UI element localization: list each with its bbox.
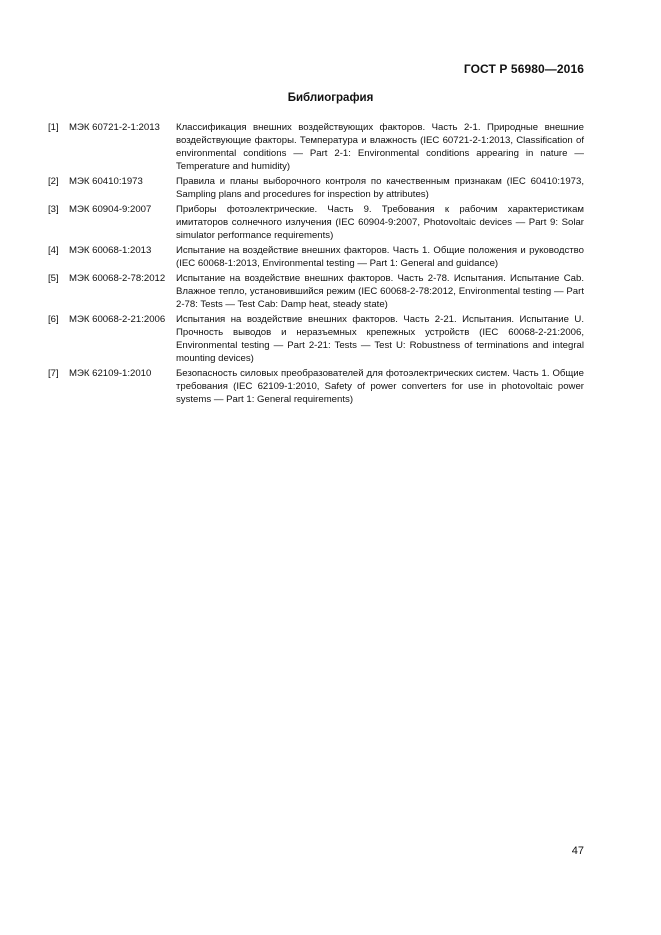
bibliography-entry — [48, 272, 584, 311]
standard-title: Приборы фотоэлектрические. Часть 9. Требования к рабочим характеристикам имитаторов солнечного излучения (IEC 60904-9:2007, Photovoltaic devices — Part 9: Solar simulator performance requirements) — [176, 204, 584, 241]
page-title: Библиография — [287, 92, 374, 104]
page-number: 47 — [571, 845, 584, 857]
entry-number: [6] — [48, 314, 59, 325]
bibliography-entry — [48, 367, 584, 406]
bibliography-entry — [48, 203, 584, 242]
bibliography-entry — [48, 244, 584, 270]
standard-title: Испытание на воздействие внешних факторов. Часть 2-78. Испытания. Испытание Cab. Влажное тепло, установившийся режим (IEC 60068-2-78:2012, Environmental testing — Part 2-78: Tests — Test Cab: Damp heat, steady state) — [176, 273, 584, 310]
standard-title: Испытание на воздействие внешних факторов. Часть 1. Общие положения и руководство (IEC 60068-1:2013, Environmental testing — Part 1: General and guidance) — [176, 245, 584, 269]
bibliography-entry — [48, 313, 584, 365]
document-code: ГОСТ Р 56980—2016 — [463, 62, 584, 76]
standard-code: МЭК 60068-1:2013 — [69, 245, 152, 256]
bibliography-list — [48, 121, 584, 408]
standard-title: Классификация внешних воздействующих факторов. Часть 2-1. Природные внешние воздействующие факторы. Температура и влажность (IEC 60721-2-1:2013, Classification of environmental conditions — Part 2-1: Environmental conditions appearing in nature — Temperature and humidity) — [176, 122, 584, 172]
standard-code: МЭК 60410:1973 — [69, 176, 143, 187]
standard-code: МЭК 62109-1:2010 — [69, 368, 152, 379]
standard-code: МЭК 60068-2-21:2006 — [69, 314, 166, 325]
entry-number: [1] — [48, 122, 59, 133]
bibliography-entry — [48, 121, 584, 173]
entry-number: [5] — [48, 273, 59, 284]
entry-number: [4] — [48, 245, 59, 256]
standard-code: МЭК 60904-9:2007 — [69, 204, 152, 215]
standard-code: МЭК 60721-2-1:2013 — [69, 122, 160, 133]
entry-number: [3] — [48, 204, 59, 215]
standard-title: Испытания на воздействие внешних факторов. Часть 2-21. Испытания. Испытание U. Прочность выводов и неразъемных крепежных устройств (IEC 60068-2-21:2006, Environmental testing — Part 2-21: Tests — Test U: Robustness of terminations and integral mounting devices) — [176, 314, 584, 364]
standard-code: МЭК 60068-2-78:2012 — [69, 273, 166, 284]
standard-title: Безопасность силовых преобразователей для фотоэлектрических систем. Часть 1. Общие требования (IEC 62109-1:2010, Safety of power converters for use in photovoltaic power systems — Part 1: General requirements) — [176, 368, 584, 405]
standard-title: Правила и планы выборочного контроля по качественным признакам (IEC 60410:1973, Sampling plans and procedures for inspection by attributes) — [176, 176, 584, 200]
entry-number: [7] — [48, 368, 59, 379]
bibliography-entry — [48, 175, 584, 201]
entry-number: [2] — [48, 176, 59, 187]
